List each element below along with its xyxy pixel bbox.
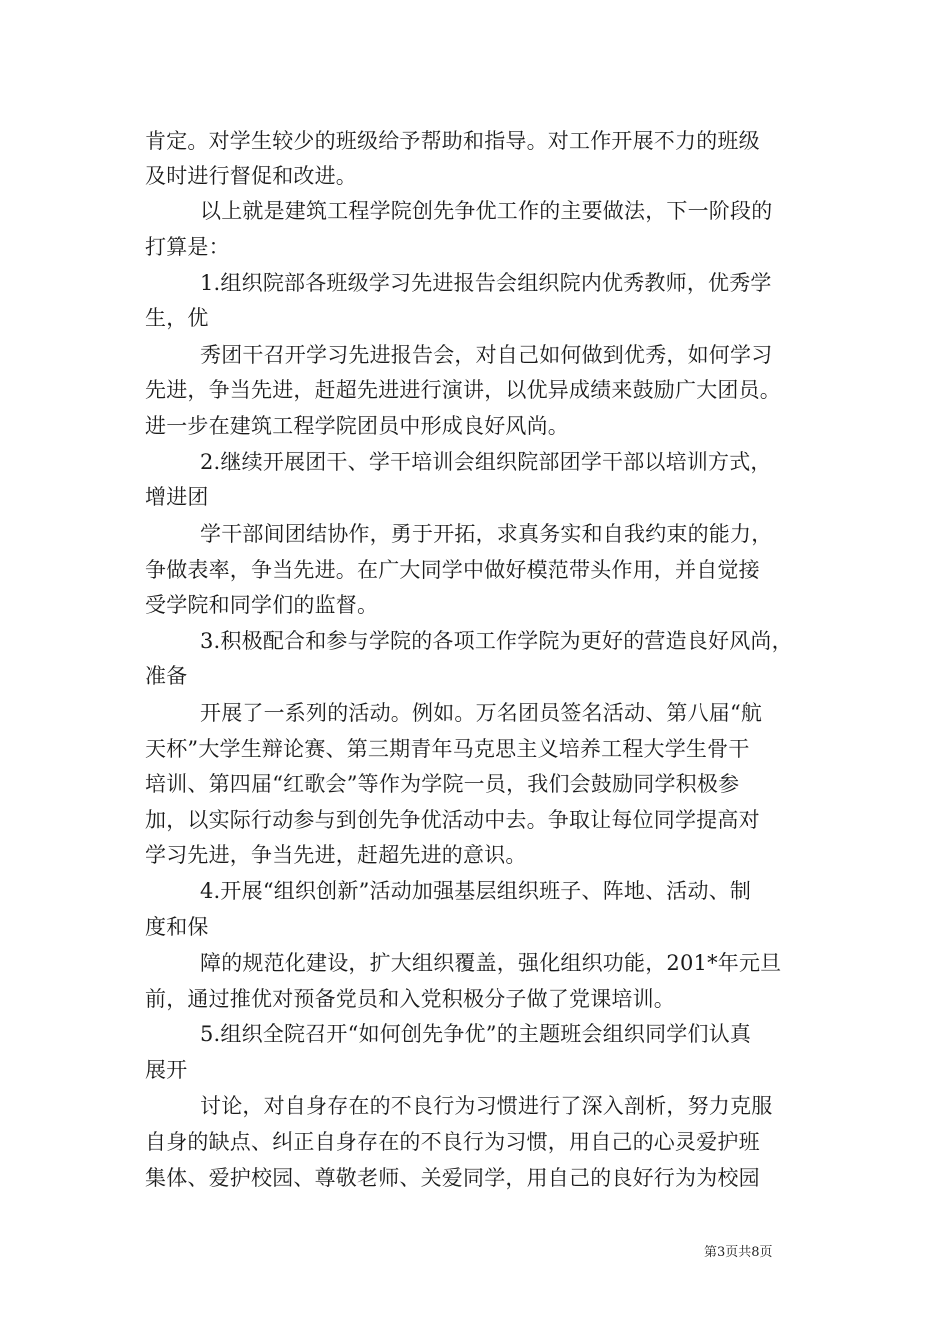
text-line: 集体、爱护校园、尊敬老师、关爱同学，用自己的良好行为为校园: [145, 1166, 760, 1190]
page-number: 第3页共8页: [704, 1245, 773, 1260]
text-line: 度和保: [145, 915, 209, 939]
text-line: 以上就是建筑工程学院创先争优工作的主要做法，下一阶段的: [200, 199, 773, 223]
text-line: 学干部间团结协作，勇于开拓，求真务实和自我约束的能力，: [200, 522, 773, 546]
text-line: 增进团: [145, 485, 209, 509]
text-line: 争做表率，争当先进。在广大同学中做好模范带头作用，并自觉接: [145, 558, 760, 582]
text-line: 讨论，对自身存在的不良行为习惯进行了深入剖析，努力克服: [200, 1094, 773, 1118]
text-line: 天杯”大学生辩论赛、第三期青年马克思主义培养工程大学生骨干: [145, 737, 750, 761]
text-line: 打算是：: [145, 235, 230, 259]
text-line: 加，以实际行动参与到创先争优活动中去。争取让每位同学提高对: [145, 808, 760, 832]
text-line: 5.组织全院召开“如何创先争优”的主题班会组织同学们认真: [200, 1022, 752, 1046]
text-line: 肯定。对学生较少的班级给予帮助和指导。对工作开展不力的班级: [145, 129, 760, 153]
text-line: 展开: [145, 1058, 188, 1082]
text-line: 先进，争当先进，赶超先进进行演讲，以优异成绩来鼓励广大团员。: [145, 378, 781, 402]
text-line: 开展了一系列的活动。例如。万名团员签名活动、第八届“航: [200, 701, 763, 725]
text-line: 4.开展“组织创新”活动加强基层组织班子、阵地、活动、制: [200, 879, 752, 903]
text-line: 1.组织院部各班级学习先进报告会组织院内优秀教师，优秀学: [200, 271, 772, 295]
text-line: 及时进行督促和改进。: [145, 164, 357, 188]
text-line: 受学院和同学们的监督。: [145, 593, 379, 617]
text-line: 前，通过推优对预备党员和入党积极分子做了党课培训。: [145, 987, 675, 1011]
text-line: 2.继续开展团干、学干培训会组织院部团学干部以培训方式，: [200, 450, 772, 474]
text-line: 进一步在建筑工程学院团员中形成良好风尚。: [145, 414, 569, 438]
text-line: 学习先进，争当先进，赶超先进的意识。: [145, 843, 527, 867]
text-line: 秀团干召开学习先进报告会，对自己如何做到优秀，如何学习: [200, 343, 773, 367]
text-line: 障的规范化建设，扩大组织覆盖，强化组织功能，201*年元旦: [200, 951, 782, 975]
text-line: 自身的缺点、纠正自身存在的不良行为习惯，用自己的心灵爱护班: [145, 1130, 760, 1154]
text-line: 3.积极配合和参与学院的各项工作学院为更好的营造良好风尚，: [200, 629, 793, 653]
text-line: 准备: [145, 664, 188, 688]
text-line: 生，优: [145, 306, 209, 330]
text-line: 培训、第四届“红歌会”等作为学院一员，我们会鼓励同学积极参: [145, 772, 740, 796]
